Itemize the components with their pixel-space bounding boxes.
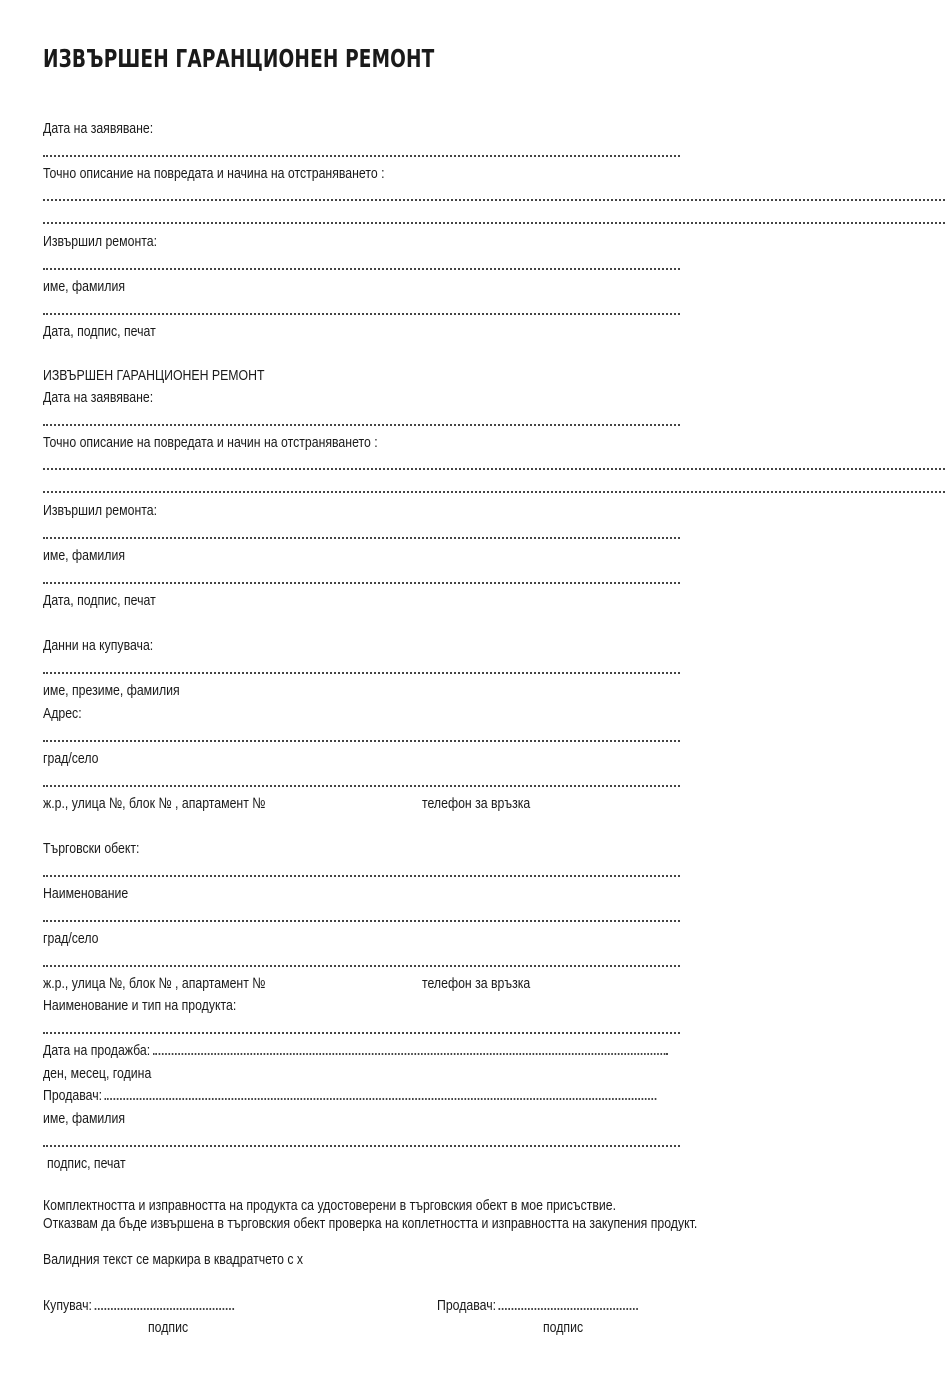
store-name-label: Наименование [43,885,129,902]
buyer-city-label: град/село [43,750,99,767]
buyer-sign-caption: подпис [148,1319,189,1336]
buyer-street-field[interactable] [43,785,680,787]
seller-field[interactable] [105,1097,657,1100]
repair1-description-field-1[interactable] [43,199,945,201]
repair1-signature-label: Дата, подпис, печат [43,323,156,340]
buyer-signature-field[interactable] [94,1307,233,1310]
repair1-signature-field[interactable] [43,313,680,315]
repair2-date-label: Дата на заявяване: [43,389,154,406]
repair2-heading: ИЗВЪРШЕН ГАРАНЦИОНЕН РЕМОНТ [43,367,265,384]
buyer-name-field[interactable] [43,672,680,674]
seller-sign-field[interactable] [499,1307,638,1310]
buyer-signature-row [43,1297,234,1315]
store-name-field[interactable] [43,875,680,877]
sale-date-field[interactable] [153,1052,668,1055]
product-name-type-label: Наименование и тип на продукта: [43,997,237,1014]
repair2-signature-label: Дата, подпис, печат [43,592,156,609]
seller-sign-label: Продавач: [437,1297,497,1314]
repair1-performed-label: Извършил ремонта: [43,233,157,250]
buyer-city-field[interactable] [43,740,680,742]
seller-signature-row [437,1297,638,1315]
repair1-date-label: Дата на заявяване: [43,120,154,137]
sale-date-label: Дата на продажба: [43,1042,151,1059]
repair2-date-field[interactable] [43,424,680,426]
sale-date-row [43,1042,668,1060]
repair2-performed-field[interactable] [43,537,680,539]
seller-row [43,1087,656,1105]
seller-name-label: име, фамилия [43,1110,125,1127]
repair1-performed-field[interactable] [43,268,680,270]
statement-refused: Отказвам да бъде извършена в търговския обект проверка на коплетността и изправността на закупения продукт. [43,1215,698,1232]
repair2-description-field-2[interactable] [43,491,945,493]
buyer-address-label: Адрес: [43,705,82,722]
repair2-description-label: Точно описание на повредата и начин на отстраняването : [43,434,378,451]
repair1-description-label: Точно описание на повредата и начина на отстраняването : [43,165,385,182]
buyer-name-label: име, презиме, фамилия [43,682,180,699]
buyer-street-label: ж.р., улица №, блок № , апартамент № [43,795,266,812]
store-street-label: ж.р., улица №, блок № , апартамент № [43,975,266,992]
store-city-label: град/село [43,930,99,947]
date-format-label: ден, месец, година [43,1065,152,1082]
store-street-field[interactable] [43,965,680,967]
store-city-field[interactable] [43,920,680,922]
buyer-phone-label: телефон за връзка [422,795,531,812]
product-name-type-field[interactable] [43,1032,680,1034]
seller-signature-label: подпис, печат [47,1155,126,1172]
repair2-description-field-1[interactable] [43,468,945,470]
seller-sign-caption: подпис [543,1319,584,1336]
store-phone-label: телефон за връзка [422,975,531,992]
buyer-signature-label: Купувач: [43,1297,92,1314]
marking-note: Валидния текст се маркира в квадратчето с х [43,1251,304,1268]
seller-signature-field[interactable] [43,1145,680,1147]
page-title: ИЗВЪРШЕН ГАРАНЦИОНЕН РЕМОНТ [43,44,435,73]
statement-confirmed: Комплектността и изправността на продукта са удостоверени в търговския обект в мое присъствие. [43,1197,617,1214]
store-heading: Търговски обект: [43,840,140,857]
repair1-description-field-2[interactable] [43,222,945,224]
repair2-performed-label: Извършил ремонта: [43,502,157,519]
repair2-name-label: име, фамилия [43,547,125,564]
repair2-signature-field[interactable] [43,582,680,584]
repair1-name-label: име, фамилия [43,278,125,295]
buyer-heading: Данни на купувача: [43,637,154,654]
seller-label: Продавач: [43,1087,103,1104]
repair1-date-field[interactable] [43,155,680,157]
